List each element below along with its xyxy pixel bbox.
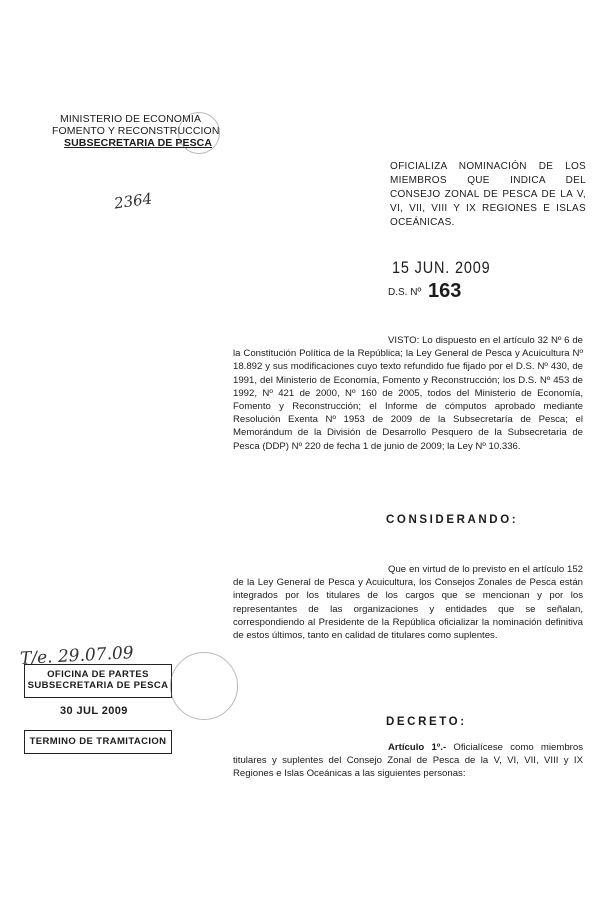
- decree-date: 15 JUN. 2009: [392, 258, 491, 277]
- ministry-subtitle: FOMENTO Y RECONSTRUCCION: [52, 125, 220, 137]
- ministry-name: MINISTERIO DE ECONOMIA: [60, 113, 202, 125]
- stamp-footer: TERMINO DE TRAMITACION: [29, 736, 167, 747]
- article-1-text: Oficialícese como miembros titulares y suplentes del Consejo Zonal de Pesca de la V, VI, VII, VIII y IX Regiones e Islas Oceánicas a las siguientes personas:: [233, 742, 584, 780]
- decree-number-label: D.S. Nº: [388, 287, 422, 298]
- subsecretaria-name: SUBSECRETARIA DE PESCA: [64, 137, 213, 149]
- office-seal: [170, 652, 238, 720]
- article-1-paragraph: [233, 741, 583, 781]
- stamp-date: 30 JUL 2009: [60, 705, 128, 717]
- visto-text: Lo dispuesto en el artículo 32 Nº 6 de la Constitución Política de la República; la Ley General de Pesca y Acuicultura Nº 18.892 y sus modificaciones cuyo texto refundido fue fijado por el D.S. Nº 430, de 1991, del Ministerio de Economía, Fomento y Reconstrucción; los D.S. Nº 453 de 1992, Nº 421 de 2000, Nº 160 de 2005, todos del Ministerio de Economía, Fomento y Reconstrucción; el Informe de cómputos aprobado mediante Resolución Exenta Nº 1953 de 2009 de la Subsecretaría de Pesca; el Memorándum de la División de Desarrollo Pesquero de la Subsecretaria de Pesca (DDP) Nº 220 de fecha 1 de junio de 2009; la Ley Nº 10.336.: [233, 335, 583, 452]
- reception-stamp: [24, 664, 174, 760]
- stamp-office: OFICINA DE PARTES: [47, 669, 149, 680]
- stamp-footer-box: [24, 730, 172, 754]
- considerando-paragraph: Que en virtud de lo previsto en el artículo 152 de la Ley General de Pesca y Acuicultura, los Consejos Zonales de Pesca están integrados por los titulares de los cargos que se mencionan y por los representantes de las organizaciones y entidades que se señalan, correspondiendo al Presidente de la República oficializar la nominación definitiva de estos últimos, tanto en calidad de titulares como suplentes.: [233, 564, 583, 642]
- article-1-label: Artículo 1º.-: [388, 742, 447, 753]
- visto-paragraph: [233, 334, 583, 453]
- handwritten-margin-number: 2364: [112, 189, 154, 213]
- stamp-header-box: [24, 664, 172, 698]
- handwritten-note: T/e. 29.07.09: [19, 643, 135, 669]
- stamp-subsecretaria: SUBSECRETARIA DE PESCA: [27, 680, 169, 691]
- decree-subject: OFICIALIZA NOMINACIÓN DE LOS MIEMBROS QUE INDICA DEL CONSEJO ZONAL DE PESCA DE LA V, VI, VII, VIII Y IX REGIONES E ISLAS OCEÁNICAS.: [390, 161, 586, 228]
- visto-label: VISTO:: [388, 335, 420, 346]
- decree-number: 163: [428, 280, 462, 302]
- considerando-title: CONSIDERANDO:: [386, 514, 519, 526]
- decreto-title: DECRETO:: [386, 716, 467, 728]
- ministry-seal: [178, 112, 220, 154]
